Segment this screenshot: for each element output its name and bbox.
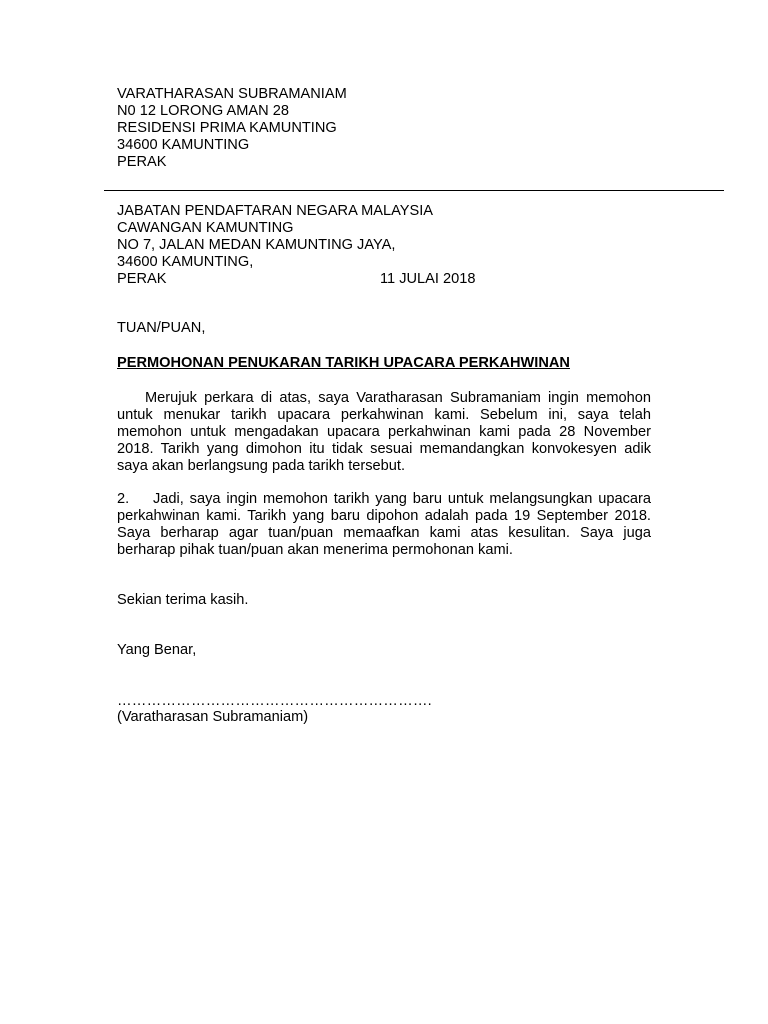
body-paragraph-1: Merujuk perkara di atas, saya Varatharasan Subramaniam ingin memohon untuk menukar tarikh upacara perkahwinan kami. Sebelum ini, saya telah memohon untuk mengadakan upacara perkahwinan kami pada 28 November 2018. Tarikh yang dimohon itu tidak sesuai memandangkan konvokesyen adik saya akan berlangsung pada tarikh tersebut. <box>117 390 651 474</box>
sender-address-line: N0 12 LORONG AMAN 28 <box>117 103 289 119</box>
closing-remark: Sekian terima kasih. <box>117 592 249 608</box>
sender-address-line: PERAK <box>117 154 167 170</box>
recipient-line: NO 7, JALAN MEDAN KAMUNTING JAYA, <box>117 237 396 253</box>
paragraph-text: Jadi, saya ingin memohon tarikh yang baru untuk melangsungkan upacara perkahwinan kami. Tarikh yang baru dipohon adalah pada 19 September 2018. Saya berharap agar tuan/puan memaafkan kami atas kesulitan. Saya juga berharap pihak tuan/puan akan menerima permohonan kami. <box>117 491 651 558</box>
salutation: TUAN/PUAN, <box>117 320 206 336</box>
valediction: Yang Benar, <box>117 642 197 658</box>
paragraph-number: 2. <box>117 491 130 507</box>
sender-address <box>117 86 651 171</box>
sender-name: VARATHARASAN SUBRAMANIAM <box>117 86 347 102</box>
signature-line: ………………………………………………………. <box>117 693 432 709</box>
recipient-line: 34600 KAMUNTING, <box>117 254 254 270</box>
recipient-line-with-date <box>117 271 651 288</box>
signatory-name: (Varatharasan Subramaniam) <box>117 709 309 725</box>
recipient-line: JABATAN PENDAFTARAN NEGARA MALAYSIA <box>117 203 433 219</box>
subject-heading: PERMOHONAN PENUKARAN TARIKH UPACARA PERKAHWINAN <box>117 355 570 371</box>
letter-date: 11 JULAI 2018 <box>380 271 476 287</box>
body-paragraph-2 <box>117 491 651 559</box>
recipient-address <box>117 203 651 288</box>
sender-address-line: RESIDENSI PRIMA KAMUNTING <box>117 120 337 136</box>
sender-address-line: 34600 KAMUNTING <box>117 137 250 153</box>
horizontal-divider <box>104 190 724 191</box>
recipient-line: CAWANGAN KAMUNTING <box>117 220 294 236</box>
recipient-state: PERAK <box>117 271 167 287</box>
